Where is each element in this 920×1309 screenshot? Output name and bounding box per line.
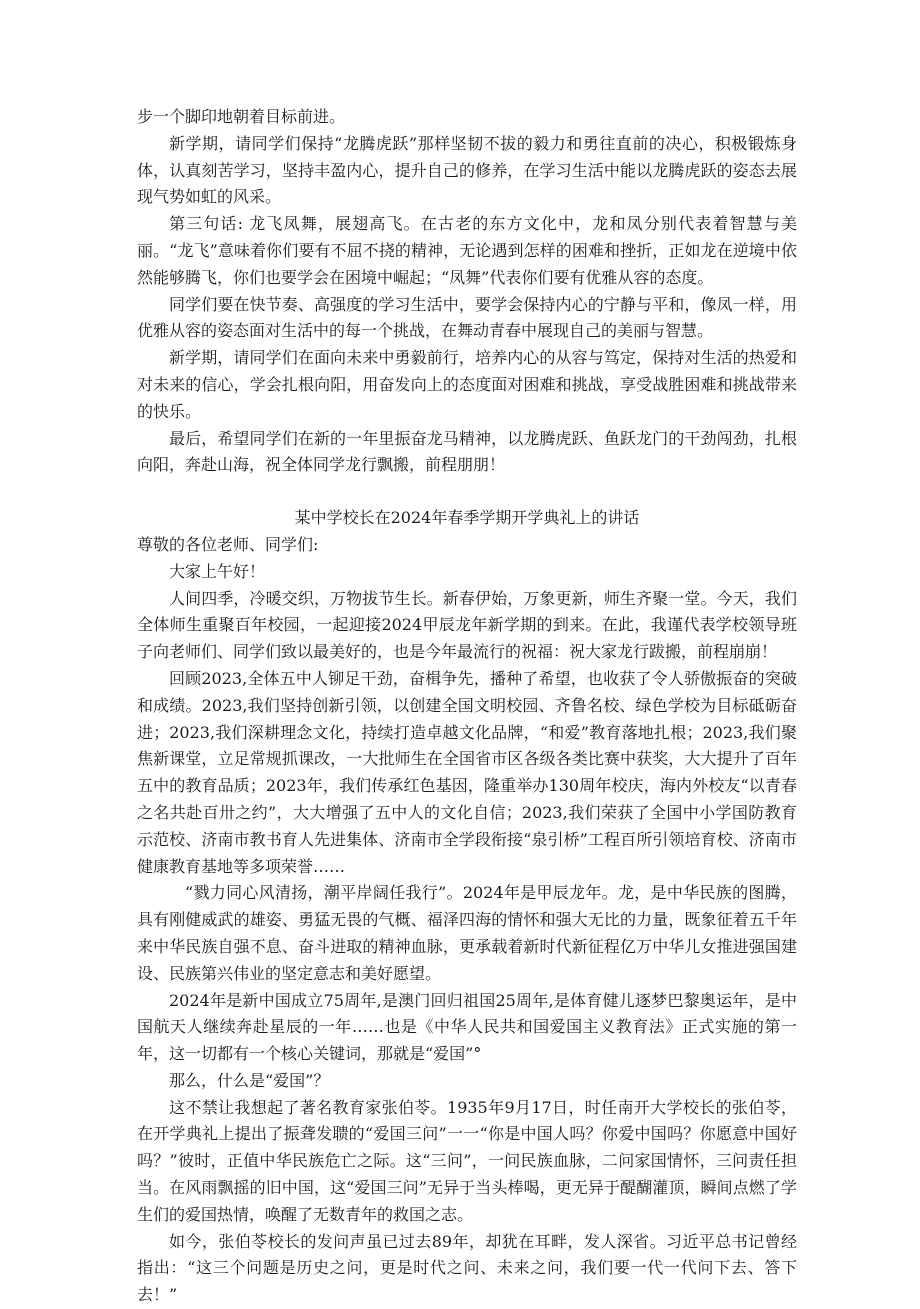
- paragraph: 那么，什么是“爱国”？: [169, 1070, 330, 1090]
- salutation: 尊敬的各位老师、同学们:: [137, 534, 319, 554]
- speech-title: 某中学校长在2024年春季学期开学典礼上的讲话: [294, 508, 640, 528]
- section-gap: [137, 479, 797, 505]
- paragraph: 同学们要在快节奏、高强度的学习生活中，要学会保持内心的宁静与平和，像凤一样，用优雅从容的姿态面对生活中的每一个挑战，在舞动青春中展现自己的美丽与智慧。: [137, 294, 797, 341]
- paragraph: 步一个脚印地朝着目标前进。: [137, 107, 346, 126]
- paragraph: “戮力同心风清扬，潮平岸阔任我行”。2024年是甲辰龙年。龙，是中华民族的图腾，具有刚健威武的雄姿、勇猛无畏的气概、福泽四海的情怀和强大无比的力量，既象征着五千年来中华民族自强不息、奋斗进取的精神血脉，更承载着新时代新征程亿万中华儿女推进强国建设、民族第兴伟业的坚定意志和美好愿望。: [137, 883, 797, 983]
- paragraph: 第三句话: 龙飞凤舞，展翅高飞。在古老的东方文化中，龙和凤分别代表着智慧与美丽。“龙飞”意味着你们要有不屈不挠的精神，无论遇到怎样的困难和挫折，正如龙在逆境中依然能够腾飞，你们也要学会在困境中崛起；“凤舞”代表你们要有优雅从容的态度。: [137, 214, 797, 287]
- paragraph: 人间四季，冷暖交织，万物拔节生长。新春伊始，万象更新，师生齐聚一堂。今天，我们全体师生重聚百年校园，一起迎接2024甲辰龙年新学期的到来。在此，我谨代表学校领导班子向老师们、同学们致以最美好的，也是今年最流行的祝福：祝大家龙行跋搬，前程崩崩！: [137, 588, 797, 662]
- paragraph: 回顾2023,全体五中人铆足干劲，奋楫争先，播种了希望，也收获了令人骄傲振奋的突破和成绩。2023,我们坚持创新引领，以创建全国文明校园、齐鲁名校、绿色学校为目标砥砺奋进；2023,我们深耕理念文化，持续打造卓越文化品牌，“和爱”教育落地扎根；2023,我们聚焦新课堂，立足常规抓课改，一大批师生在全国省市区各级各类比赛中获奖，大大提升了百年五中的教育品质；2023年，我们传承红色基因，隆重举办130周年校庆，海内外校友“以青春之名共赴百卅之约”，大大增强了五中人的文化自信；2023,我们荣获了全国中小学国防教育示范校、济南市教书育人先进集体、济南市全学段衔接“泉引桥”工程百所引领培育校、济南市健康教育基地等多项荣誉……: [137, 668, 797, 876]
- document-page: [137, 104, 797, 1309]
- paragraph: 新学期，请同学们在面向未来中勇毅前行，培养内心的从容与笃定，保持对生活的热爱和对未来的信心，学会扎根向阳，用奋发向上的态度面对困难和挑战，享受战胜困难和挑战带来的快乐。: [137, 348, 797, 421]
- paragraph: 最后，希望同学们在新的一年里振奋龙马精神，以龙腾虎跃、鱼跃龙门的干劲闯劲，扎根向阳，奔赴山海，祝全体同学龙行飘搬，前程朋朋！: [137, 428, 797, 475]
- paragraph: 如今，张伯苓校长的发问声虽已过去89年，却犹在耳畔，发人深省。习近平总书记曾经指出：“这三个问题是历史之问，更是时代之问、未来之问，我们要一代一代问下去、答下去！”: [137, 1231, 797, 1305]
- paragraph: 2024年是新中国成立75周年,是澳门回归祖国25周年,是体育健儿逐梦巴黎奥运年，是中国航天人继续奔赴星辰的一年……也是《中华人民共和国爱国主义教育法》正式实施的第一年，这一切都有一个核心关键词，那就是“爱国”°: [137, 990, 797, 1064]
- paragraph: 新学期，请同学们保持“龙腾虎跃”那样坚韧不拔的毅力和勇往直前的决心，积极锻炼身体，认真刻苦学习，坚持丰盈内心，提升自己的修养，在学习生活中能以龙腾虎跃的姿态去展现气势如虹的风采。: [137, 133, 797, 207]
- paragraph: 这不禁让我想起了著名教育家张伯苓。1935年9月17日，时任南开大学校长的张伯苓，在开学典礼上提出了振聋发聩的“爱国三问”一一“你是中国人吗？你爱中国吗？你愿意中国好吗？”彼时，正值中华民族危亡之际。这“三问”，一问民族血脉，二问家国情怀，三问责任担当。在风雨飘摇的旧中国，这“爱国三问”无异于当头棒喝，更无异于醍醐灌顶，瞬间点燃了学生们的爱国热情，唤醒了无数青年的救国之志。: [137, 1097, 797, 1224]
- greeting: 大家上午好！: [169, 561, 266, 581]
